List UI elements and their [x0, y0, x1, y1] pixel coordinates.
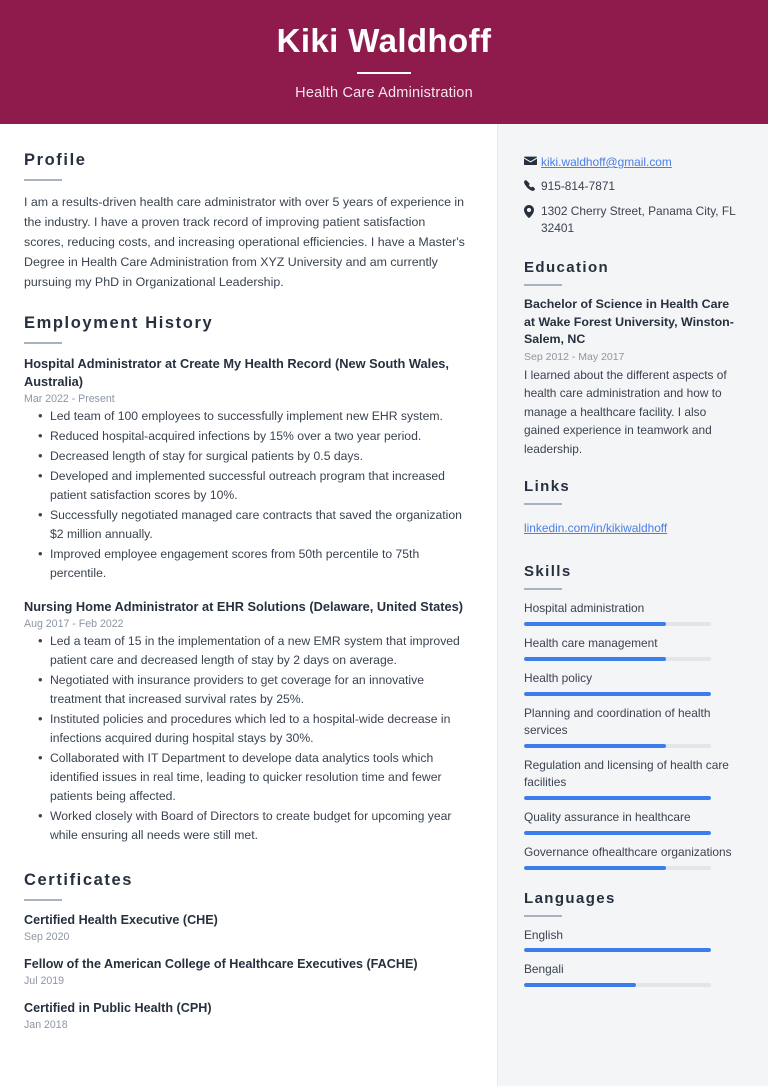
section-divider: [524, 588, 562, 590]
skill-level-fill: [524, 796, 711, 800]
skill-level-fill: [524, 866, 666, 870]
language-level-bar: [524, 948, 711, 952]
list-item: • Decreased length of stay for surgical patients by 0.5 days.: [24, 447, 465, 466]
language-level-bar: [524, 983, 711, 987]
list-item: • Worked closely with Board of Directors to create budget for upcoming year while ensuring all needs were still met.: [24, 807, 465, 845]
certificate-entry: [24, 912, 465, 943]
skill-label: Quality assurance in healthcare: [524, 809, 691, 824]
skill-level-bar: [524, 831, 711, 835]
resume-body: [0, 124, 768, 1086]
language-item: [524, 961, 742, 987]
list-item: • Successfully negotiated managed care contracts that saved the organization $2 million annually.: [24, 506, 465, 544]
skill-item: [524, 670, 742, 696]
list-item: • Led team of 100 employees to successfully implement new EHR system.: [24, 407, 465, 426]
certificate-name: Fellow of the American College of Healthcare Executives (FACHE): [24, 957, 418, 972]
skill-label: Health care management: [524, 636, 658, 651]
languages-heading: Languages: [524, 889, 616, 907]
certificate-entry: [24, 1000, 465, 1031]
skill-item: [524, 809, 742, 835]
main-column: [0, 124, 497, 1086]
contact-phone-row: [524, 178, 742, 195]
job-date: Mar 2022 - Present: [24, 392, 115, 405]
list-item: • Reduced hospital-acquired infections by 15% over a two year period.: [24, 427, 465, 446]
language-level-fill: [524, 983, 636, 987]
section-divider: [24, 179, 62, 181]
header-divider: [357, 72, 411, 74]
email-link[interactable]: kiki.waldhoff@gmail.com: [541, 155, 672, 169]
certificate-entry: [24, 956, 465, 987]
section-divider: [524, 284, 562, 286]
education-degree: Bachelor of Science in Health Care at Wake Forest University, Winston-Salem, NC: [524, 297, 734, 347]
envelope-icon: [524, 154, 541, 166]
candidate-job-title: Health Care Administration: [295, 84, 473, 101]
skill-item: [524, 705, 742, 748]
job-entry: [24, 598, 465, 845]
skill-label: Planning and coordination of health services: [524, 706, 711, 737]
section-education: [524, 259, 742, 458]
skill-label: Governance ofhealthcare organizations: [524, 844, 732, 859]
skill-label: Health policy: [524, 671, 593, 686]
section-employment-history: [24, 314, 465, 845]
certificate-date: Jan 2018: [24, 1019, 68, 1032]
job-title: Nursing Home Administrator at EHR Solutions (Delaware, United States): [24, 599, 463, 615]
certificate-date: Sep 2020: [24, 931, 70, 944]
section-languages: [524, 890, 742, 988]
skill-level-bar: [524, 657, 711, 661]
list-item: • Improved employee engagement scores from 50th percentile to 75th percentile.: [24, 545, 465, 583]
section-links: [524, 478, 742, 543]
skill-item: [524, 600, 742, 626]
section-skills: [524, 563, 742, 869]
skills-heading: Skills: [524, 563, 572, 581]
education-date: Sep 2012 - May 2017: [524, 350, 625, 363]
certificates-heading: Certificates: [24, 871, 134, 890]
section-divider: [524, 915, 562, 917]
skill-level-fill: [524, 622, 666, 626]
profile-heading: Profile: [24, 151, 87, 169]
certificate-name: Certified Health Executive (CHE): [24, 913, 218, 928]
skill-label: Hospital administration: [524, 601, 645, 616]
language-item: [524, 927, 742, 953]
job-title: Hospital Administrator at Create My Health Record (New South Wales, Australia): [24, 356, 449, 390]
link-linkedin[interactable]: linkedin.com/in/kikiwaldhoff: [524, 521, 668, 536]
map-pin-icon: [524, 203, 541, 218]
list-item: • Collaborated with IT Department to develope data analytics tools which identified issues in real time, leading to quicker resolution time and fewer patients being affected.: [24, 749, 465, 806]
address: 1302 Cherry Street, Panama City, FL 32401: [541, 203, 736, 235]
job-entry: [24, 355, 465, 583]
education-heading: Education: [524, 259, 610, 276]
list-item: • Instituted policies and procedures which led to a hospital-wide decrease in infections acquired during hospital stays by 30%.: [24, 710, 465, 748]
skill-level-bar: [524, 622, 711, 626]
list-item: • Negotiated with insurance providers to get coverage for an innovative treatment that increased survival rates by 25%.: [24, 671, 465, 709]
list-item: • Developed and implemented successful outreach program that increased patient satisfaction scores by 10%.: [24, 467, 465, 505]
phone-number: 915-814-7871: [541, 179, 616, 194]
skill-level-bar: [524, 796, 711, 800]
certificate-date: Jul 2019: [24, 975, 65, 988]
links-list: [524, 515, 742, 543]
skill-level-fill: [524, 831, 711, 835]
job-bullets: [24, 632, 465, 845]
contact-address-row: [524, 203, 742, 238]
employment-heading: Employment History: [24, 314, 214, 333]
job-bullets: [24, 407, 465, 583]
links-heading: Links: [524, 478, 571, 496]
skill-level-bar: [524, 744, 711, 748]
education-description: I learned about the different aspects of health care administration and how to manage a healthcare facility. I also gained experience in teamwork and leadership.: [524, 367, 727, 456]
candidate-name: Kiki Waldhoff: [276, 22, 492, 60]
phone-icon: [524, 178, 541, 192]
list-item: • Led a team of 15 in the implementation of a new EMR system that improved patient care and decreased length of stay by 2 days on average.: [24, 632, 465, 670]
contact-details: [524, 154, 742, 237]
section-certificates: [24, 871, 465, 1031]
language-level-fill: [524, 948, 711, 952]
section-divider: [24, 899, 62, 901]
skill-level-bar: [524, 866, 711, 870]
job-date: Aug 2017 - Feb 2022: [24, 617, 124, 630]
section-divider: [24, 342, 62, 344]
skill-item: [524, 635, 742, 661]
spacer: [24, 587, 465, 598]
section-divider: [524, 503, 562, 505]
skill-label: Regulation and licensing of health care facilities: [524, 757, 729, 789]
language-label: Bengali: [524, 962, 564, 977]
skill-level-fill: [524, 692, 711, 696]
contact-email-row: [524, 154, 742, 171]
resume-header: [0, 0, 768, 124]
certificate-name: Certified in Public Health (CPH): [24, 1001, 212, 1016]
profile-text: I am a results-driven health care administrator with over 5 years of experience in the industry. I have a proven track record of improving patient satisfaction scores, reducing costs, and increasing operational efficiencies. I have a Master's Degree in Health Care Administration from XYZ University and am currently pursuing my PhD in Organizational Leadership.: [24, 195, 465, 290]
skill-item: [524, 844, 742, 870]
section-profile: [24, 151, 465, 292]
skill-level-bar: [524, 692, 711, 696]
skill-level-fill: [524, 657, 666, 661]
sidebar-column: [497, 124, 768, 1086]
skill-level-fill: [524, 744, 666, 748]
language-label: English: [524, 927, 563, 942]
skill-item: [524, 757, 742, 800]
